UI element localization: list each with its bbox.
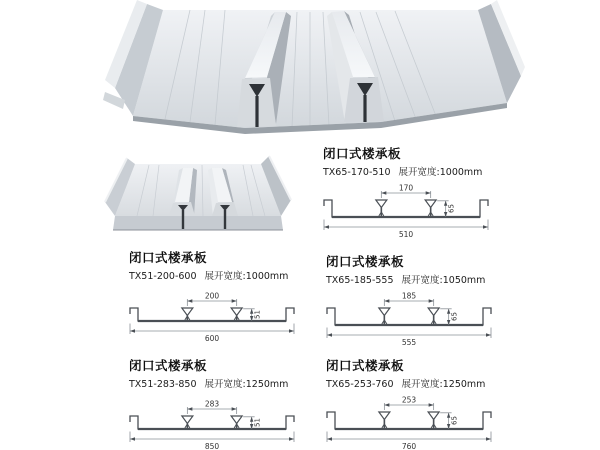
- cross-section-diagram: [124, 392, 300, 450]
- profile-outline: [324, 200, 488, 217]
- rib-dovetail: [376, 200, 387, 208]
- dimension-arrow: [187, 408, 192, 411]
- section-title: 闭口式楼承板: [129, 250, 208, 265]
- dimension-arrow: [232, 300, 237, 303]
- model-code: TX65-253-760: [326, 379, 394, 391]
- section-model-line: [129, 268, 308, 282]
- spec-section-tx65-185-555: [321, 255, 505, 350]
- section-title: 闭口式楼承板: [326, 254, 405, 269]
- cross-section-diagram: [124, 284, 300, 346]
- dimension-arrow: [381, 192, 386, 195]
- dimension-arrow: [384, 404, 389, 407]
- section-title: 闭口式楼承板: [323, 146, 402, 161]
- rib-dovetail: [379, 412, 390, 420]
- profile-height-dimension: 65: [450, 416, 459, 426]
- dimension-arrow: [130, 438, 135, 441]
- front-cut-edge: [113, 216, 283, 230]
- rib-pitch-dimension: 185: [401, 291, 417, 301]
- section-model-line: [326, 376, 505, 390]
- section-title: 闭口式楼承板: [129, 358, 208, 373]
- cross-section-diagram: [318, 180, 494, 242]
- dimension-arrow: [327, 438, 332, 441]
- rib-pitch-dimension: 283: [204, 399, 220, 409]
- rib-dovetail: [425, 200, 436, 208]
- unfolded-width-label: 展开宽度:1000mm: [204, 271, 289, 283]
- dimension-arrow: [232, 408, 237, 411]
- spec-section-tx65-253-760: [321, 359, 505, 450]
- dimension-arrow: [486, 438, 491, 441]
- rib-dovetail: [182, 308, 193, 316]
- section-model-line: [326, 272, 505, 286]
- profile-outline: [130, 416, 294, 429]
- profile-height-dimension: 65: [447, 204, 456, 214]
- model-code: TX65-185-555: [326, 275, 394, 287]
- cover-width-dimension: 510: [398, 230, 414, 240]
- profile-outline: [130, 308, 294, 321]
- deck-panel-3d-small: [103, 150, 293, 242]
- section-title: 闭口式楼承板: [326, 358, 405, 373]
- dimension-arrow: [384, 300, 389, 303]
- cover-width-dimension: 850: [204, 442, 220, 450]
- model-code: TX51-200-600: [129, 271, 197, 283]
- profile-outline: [327, 308, 491, 325]
- model-code: TX65-170-510: [323, 167, 391, 179]
- profile-height-dimension: 65: [450, 312, 459, 322]
- spec-section-tx51-283-850: [124, 359, 308, 450]
- dimension-arrow: [486, 334, 491, 337]
- dimension-arrow: [130, 330, 135, 333]
- rib-dovetail: [231, 416, 242, 424]
- rib-pitch-dimension: 200: [204, 291, 220, 301]
- dimension-arrow: [429, 300, 434, 303]
- rib-dovetail: [428, 412, 439, 420]
- model-code: TX51-283-850: [129, 379, 197, 391]
- spec-section-tx51-200-600: [124, 251, 308, 346]
- deck-surface: [113, 164, 283, 230]
- unfolded-width-label: 展开宽度:1250mm: [401, 379, 486, 391]
- unfolded-width-label: 展开宽度:1000mm: [398, 167, 483, 179]
- cross-section-diagram: [321, 392, 497, 450]
- unfolded-width-label: 展开宽度:1050mm: [401, 275, 486, 287]
- dimension-arrow: [289, 330, 294, 333]
- deck-panel-3d-hero: [95, 0, 525, 145]
- unfolded-width-label: 展开宽度:1250mm: [204, 379, 289, 391]
- cover-width-dimension: 555: [401, 338, 417, 348]
- cover-width-dimension: 760: [401, 442, 417, 450]
- rib-pitch-dimension: 253: [401, 395, 417, 405]
- dimension-arrow: [426, 192, 431, 195]
- section-model-line: [129, 376, 308, 390]
- dimension-arrow: [429, 404, 434, 407]
- deck-surface: [133, 10, 507, 134]
- spec-section-tx65-170-510: [318, 147, 502, 242]
- cover-width-dimension: 600: [204, 334, 220, 344]
- dimension-arrow: [289, 438, 294, 441]
- rib-dovetail: [379, 308, 390, 316]
- section-model-line: [323, 164, 502, 178]
- rib-dovetail: [231, 308, 242, 316]
- dimension-arrow: [324, 226, 329, 229]
- profile-height-dimension: 51: [253, 418, 262, 428]
- dimension-arrow: [187, 300, 192, 303]
- rib-pitch-dimension: 170: [398, 183, 414, 193]
- cross-section-diagram: [321, 288, 497, 350]
- rib-dovetail: [428, 308, 439, 316]
- profile-height-dimension: 51: [253, 310, 262, 320]
- rib-dovetail: [182, 416, 193, 424]
- dimension-arrow: [483, 226, 488, 229]
- dimension-arrow: [327, 334, 332, 337]
- profile-outline: [327, 412, 491, 429]
